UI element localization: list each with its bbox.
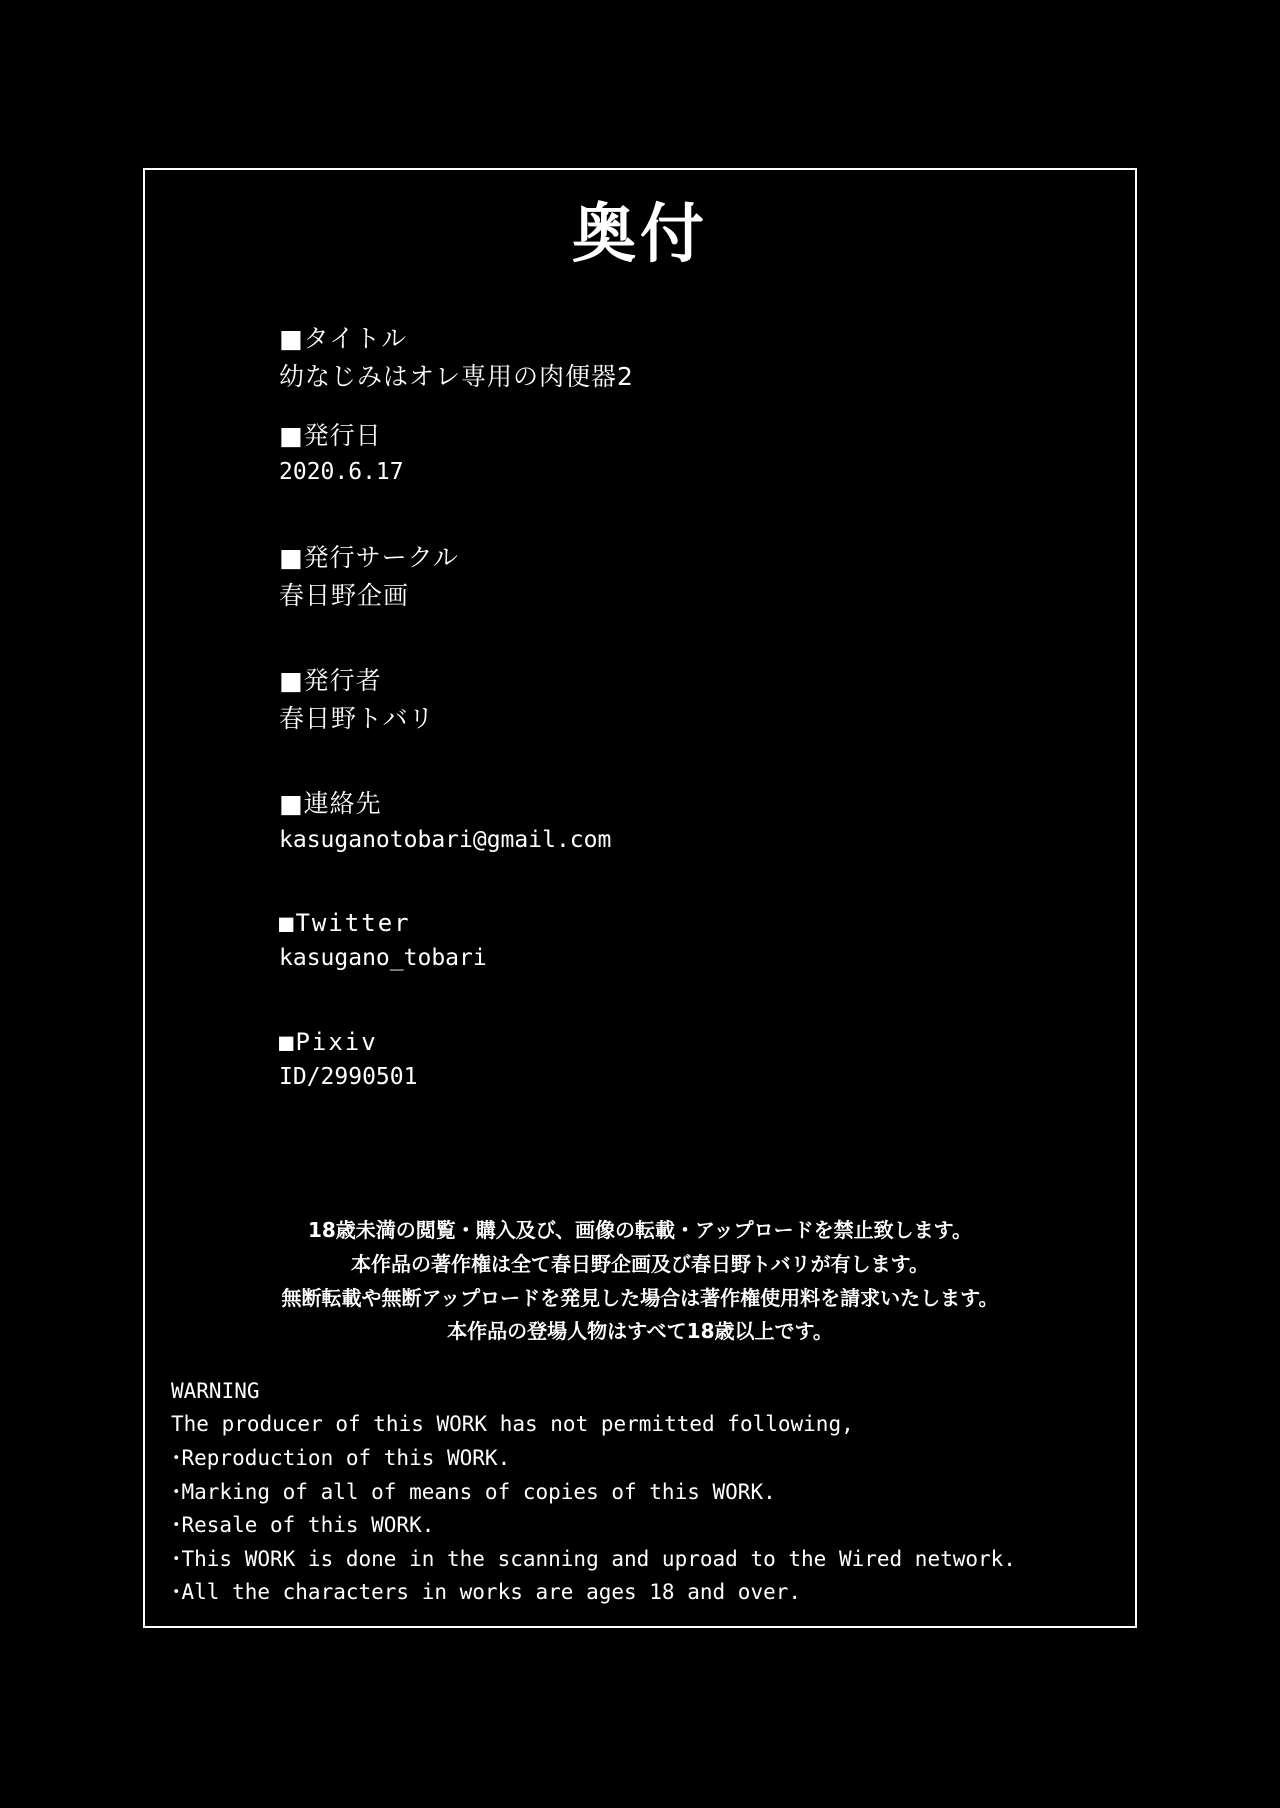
field-title-label: ■タイトル xyxy=(279,324,408,354)
warning-line: ･This WORK is done in the scanning and uproad to the Wired network. xyxy=(171,1546,1016,1571)
field-twitter xyxy=(279,905,1135,976)
field-author xyxy=(279,662,1135,737)
field-author-value: 春日野トバリ xyxy=(279,703,435,733)
warning-heading: WARNING xyxy=(171,1378,260,1403)
field-twitter-value[interactable]: kasugano_tobari xyxy=(279,945,487,972)
field-circle-value: 春日野企画 xyxy=(279,580,410,610)
warning-notice xyxy=(145,1375,1135,1610)
warning-line: ･Reproduction of this WORK. xyxy=(171,1445,511,1470)
field-twitter-label: ■Twitter xyxy=(279,909,411,938)
field-circle xyxy=(279,539,1135,614)
field-circle-label: ■発行サークル xyxy=(279,543,459,573)
colophon-fields xyxy=(145,320,1135,1094)
field-title xyxy=(279,320,1135,395)
usage-notice xyxy=(145,1214,1135,1348)
field-title-value: 幼なじみはオレ専用の肉便器2 xyxy=(279,361,634,391)
notice-line: 18歳未満の閲覧・購入及び、画像の転載・アップロードを禁止致します。 xyxy=(307,1218,973,1243)
field-pixiv-label: ■Pixiv xyxy=(279,1027,378,1056)
notice-line: 本作品の著作権は全て春日野企画及び春日野トバリが有します。 xyxy=(351,1251,929,1276)
warning-line: ･All the characters in works are ages 18 and over. xyxy=(171,1580,802,1605)
field-author-label: ■発行者 xyxy=(279,666,382,696)
notice-line: 本作品の登場人物はすべて18歳以上です。 xyxy=(447,1319,833,1344)
field-pixiv-value[interactable]: ID/2990501 xyxy=(279,1063,418,1090)
page-title: 奥付 xyxy=(572,198,708,272)
field-contact-label: ■連絡先 xyxy=(279,789,382,819)
field-publish-date-label: ■発行日 xyxy=(279,421,382,451)
notice-line: 無断転載や無断アップロードを発見した場合は著作権使用料を請求いたします。 xyxy=(281,1285,999,1310)
warning-line: ･Marking of all of means of copies of this WORK. xyxy=(171,1479,776,1504)
colophon-frame xyxy=(143,168,1137,1628)
warning-line: ･Resale of this WORK. xyxy=(171,1513,435,1538)
field-publish-date xyxy=(279,417,1135,489)
field-contact-value[interactable]: kasuganotobari@gmail.com xyxy=(279,826,612,853)
field-contact xyxy=(279,785,1135,857)
field-publish-date-value: 2020.6.17 xyxy=(279,458,404,485)
warning-line: The producer of this WORK has not permitted following, xyxy=(171,1412,854,1437)
field-pixiv xyxy=(279,1024,1135,1095)
